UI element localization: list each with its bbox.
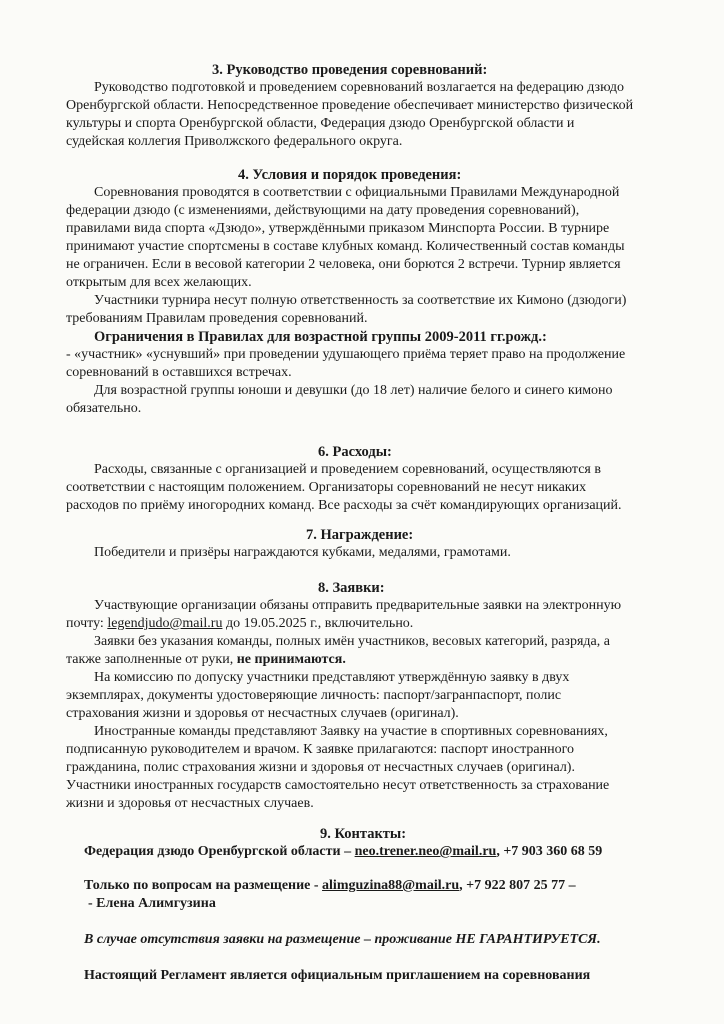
section-3-title: 3. Руководство проведения соревнований: <box>212 62 488 78</box>
s4-line-7: Участники турнира несут полную ответственность за соответствие их Кимоно (дзюдоги) <box>94 293 627 308</box>
federation-email-link[interactable]: neo.trener.neo@mail.ru <box>354 844 497 859</box>
s4-line-10: соревнований в оставшихся встречах. <box>66 365 292 380</box>
s3-line-4: судейская коллегия Приволжского федерального округа. <box>66 134 403 149</box>
section-4-title: 4. Условия и порядок проведения: <box>238 167 462 183</box>
section-6-title: 6. Расходы: <box>318 444 392 460</box>
s4-line-2: федерации дзюдо (с изменениями, действующими на дату проведения соревнований), <box>66 203 580 218</box>
s8-line-4: также заполненные от руки, не принимаются. <box>66 652 346 667</box>
s4-line-1: Соревнования проводятся в соответствии с официальными Правилами Международной <box>94 185 620 200</box>
section-8-title: 8. Заявки: <box>318 580 385 596</box>
s3-line-1: Руководство подготовкой и проведением соревнований возлагается на федерацию дзюдо <box>94 80 624 95</box>
s4-line-12: обязательно. <box>66 401 142 416</box>
s8-line-12: жизни и здоровья от несчастных случаев. <box>66 796 314 811</box>
s4-line-8: требованиям Правилам проведения соревнований. <box>66 311 368 326</box>
s8-line-10: гражданина, полис страхования жизни и здоровья от несчастных случаев (оригинал). <box>66 760 575 775</box>
s3-line-3: культуры и спорта Оренбургской области, Федерация дзюдо Оренбургской области и <box>66 116 575 131</box>
section-7-title: 7. Награждение: <box>306 527 414 543</box>
s6-line-1: Расходы, связанные с организацией и проведением соревнований, осуществляются в <box>94 462 601 477</box>
s4-line-4: принимают участие спортсмены в составе клубных команд. Количественный состав команды <box>66 239 625 254</box>
s4-line-5: не ограничен. Если в весовой категории 2 человека, они борются 2 встречи. Турнир является <box>66 257 621 272</box>
s3-line-2: Оренбургской области. Непосредственное проведение обеспечивает министерство физической <box>66 98 634 113</box>
s4-line-9: - «участник» «уснувший» при проведении удушающего приёма теряет право на продолжение <box>66 347 626 362</box>
restrictions-heading: Ограничения в Правилах для возрастной группы 2009-2011 гг.рожд.: <box>94 329 547 345</box>
s8-line-3: Заявки без указания команды, полных имён участников, весовых категорий, разряда, а <box>94 634 610 649</box>
s8-line-7: страхования жизни и здоровья от несчастных случаев (оригинал). <box>66 706 459 721</box>
email-link[interactable]: legendjudo@mail.ru <box>107 616 223 631</box>
s4-line-11: Для возрастной группы юноши и девушки (до 18 лет) наличие белого и синего кимоно <box>94 383 613 398</box>
accommodation-email-link[interactable]: alimguzina88@mail.ru <box>322 878 460 893</box>
s8-line-8: Иностранные команды представляют Заявку на участие в спортивных соревнованиях, <box>94 724 608 739</box>
s6-line-3: расходов по приёму иногородних команд. Все расходы за счёт командирующих организаций. <box>66 498 622 513</box>
s8-line-5: На комиссию по допуску участники представляют утверждённую заявку в двух <box>94 670 570 685</box>
s4-line-3: правилами вида спорта «Дзюдо», утверждёнными приказом Минспорта России. В турнире <box>66 221 610 236</box>
s4-line-6: открытым для всех желающих. <box>66 275 252 290</box>
s8-line-1: Участвующие организации обязаны отправить предварительные заявки на электронную <box>94 598 622 613</box>
contact-federation: Федерация дзюдо Оренбургской области – neo.trener.neo@mail.ru, +7 903 360 68 59 <box>84 844 603 859</box>
s6-line-2: соответствии с настоящим положением. Организаторы соревнований не несут никаких <box>66 480 587 495</box>
contact-accommodation: Только по вопросам на размещение - alimguzina88@mail.ru, +7 922 807 25 77 – <box>84 878 576 893</box>
s8-line-6: экземплярах, документы удостоверяющие личность: паспорт/загранпаспорт, полис <box>66 688 562 703</box>
s7-line-1: Победители и призёры награждаются кубками, медалями, грамотами. <box>94 545 511 560</box>
s8-line-11: Участники иностранных государств самостоятельно несут ответственность за страхование <box>66 778 610 793</box>
accommodation-warning: В случае отсутствия заявки на размещение – проживание НЕ ГАРАНТИРУЕТСЯ. <box>84 932 601 947</box>
official-invitation-note: Настоящий Регламент является официальным приглашением на соревнования <box>84 968 591 983</box>
contact-person: - Елена Алимгузина <box>88 896 216 911</box>
section-9-title: 9. Контакты: <box>320 826 407 842</box>
s8-line-2: почту: legendjudo@mail.ru до 19.05.2025 г., включительно. <box>66 616 414 631</box>
s8-line-9: подписанную руководителем и врачом. К заявке прилагаются: паспорт иностранного <box>66 742 574 757</box>
